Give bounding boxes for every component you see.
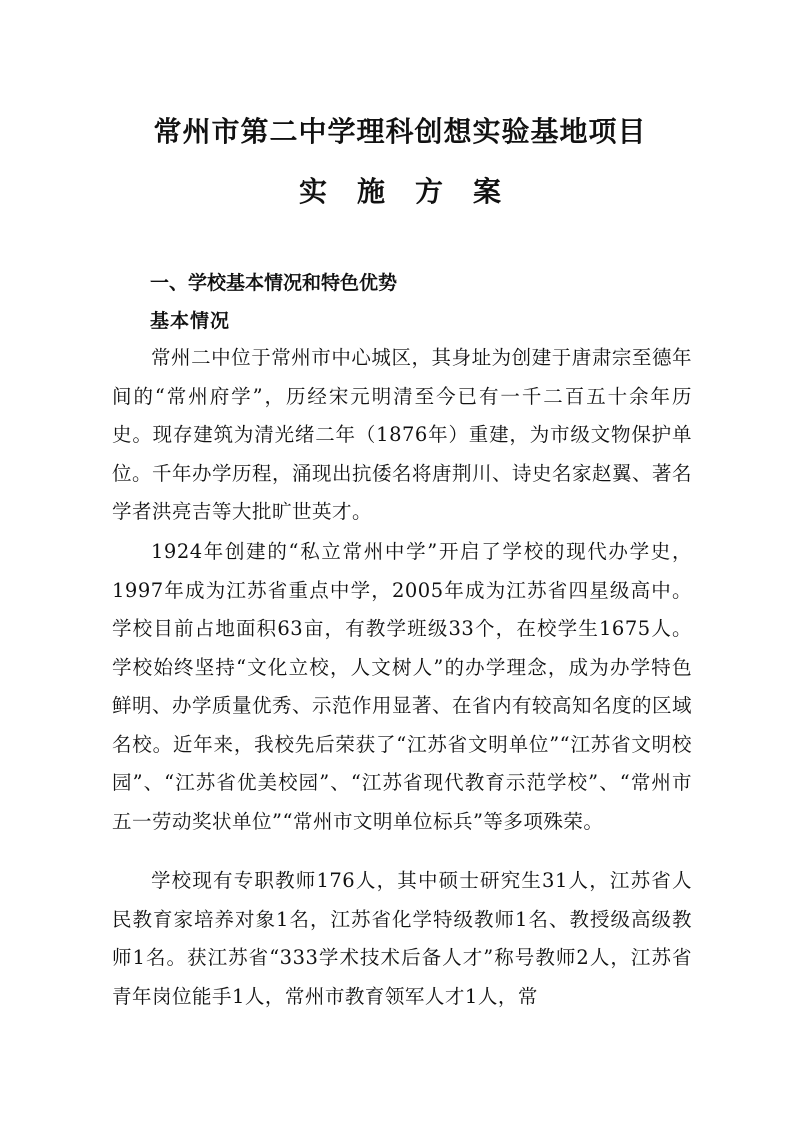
document-title: 常州市第二中学理科创想实验基地项目 [153,115,647,148]
sub-heading: 基本情况 [150,310,231,332]
body-paragraph: 1924年创建的“私立常州中学”开启了学校的现代办学史，1997年成为江苏省重点中学，2005年成为江苏省四星级高中。学校目前占地面积63亩，有教学班级33个，在校学生1675人。学校始终坚持“文化立校，人文树人”的办学理念，成为办学特色鲜明、办学质量优秀、示范作用显著、在省内有较高知名度的区域名校。近年来，我校先后荣获了“江苏省文明单位”“江苏省文明校园”、“江苏省优美校园”、“江苏省现代教育示范学校”、“常州市五一劳动奖状单位”“常州市文明单位标兵”等多项殊荣。 [112,540,693,833]
section-heading: 一、学校基本情况和特色优势 [150,272,398,294]
body-paragraph: 常州二中位于常州市中心城区，其身址为创建于唐肃宗至德年间的“常州府学”，历经宋元明清至今已有一千二百五十余年历史。现存建筑为清光绪二年（1876年）重建，为市级文物保护单位。千年办学历程，涌现出抗倭名将唐荆川、诗史名家赵翼、著名学者洪亮吉等大批旷世英才。 [112,346,693,523]
document-subtitle: 实施方案 [298,175,531,208]
body-paragraph: 学校现有专职教师176人，其中硕士研究生31人，江苏省人民教育家培养对象1名，江苏省化学特级教师1名、教授级高级教师1名。获江苏省“333学术技术后备人才”称号教师2人，江苏省青年岗位能手1人，常州市教育领军人才1人，常 [112,869,692,1008]
